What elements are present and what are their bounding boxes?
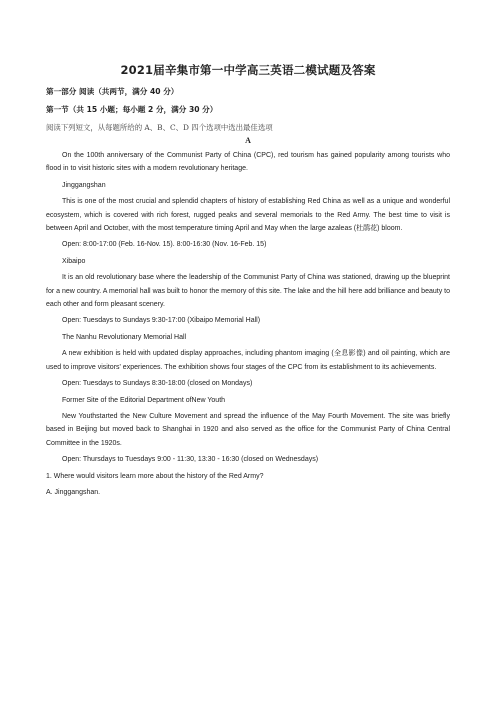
site-desc-new-youth: New Youthstarted the New Culture Movement and spread the influence of the May Fourth Movement. The site was briefly based in Beijing but moved back to Shanghai in 1920 and also served as the office for the Communist Party of China Central Committee in the 1920s. bbox=[46, 412, 450, 447]
question-1-option-a: A. Jinggangshan. bbox=[46, 488, 101, 496]
site-hours-nanhu: Open: Tuesdays to Sundays 8:30-18:00 (closed on Mondays) bbox=[62, 380, 253, 388]
site-name-nanhu: The Nanhu Revolutionary Memorial Hall bbox=[62, 333, 187, 341]
site-hours-xibaipo: Open: Tuesdays to Sundays 9:30-17:00 (Xibaipo Memorial Hall) bbox=[62, 317, 261, 325]
site-desc-nanhu: A new exhibition is held with updated display approaches, including phantom imaging (全息影像) and oil painting, which are used to improve visitors' experiences. The exhibition shows four stages of the CPC from its establishment to its achievements. bbox=[46, 350, 450, 371]
document-title: 2021届辛集市第一中学高三英语二模试题及答案 bbox=[120, 63, 376, 77]
section-heading: 第一节（共 15 小题；每小题 2 分，满分 30 分） bbox=[46, 105, 218, 114]
site-name-jinggangshan: Jinggangshan bbox=[62, 181, 106, 189]
site-hours-jinggangshan: Open: 8:00-17:00 (Feb. 16-Nov. 15). 8:00-16:30 (Nov. 16-Feb. 15) bbox=[62, 241, 267, 249]
passage-intro: On the 100th anniversary of the Communist Party of China (CPC), red tourism has gained popularity among tourists who flood in to visit historic sites with a modern revolutionary heritage. bbox=[46, 152, 450, 173]
instruction-text: 阅读下列短文，从每题所给的 A、B、C、D 四个选项中选出最佳选项 bbox=[46, 123, 273, 132]
site-hours-new-youth: Open: Thursdays to Tuesdays 9:00 - 11:30, 13:30 - 16:30 (closed on Wednesdays) bbox=[62, 456, 319, 464]
site-name-xibaipo: Xibaipo bbox=[62, 257, 86, 265]
site-name-new-youth: Former Site of the Editorial Department ofNew Youth bbox=[62, 396, 226, 404]
part-heading: 第一部分 阅读（共两节，满分 40 分） bbox=[46, 87, 179, 96]
question-1: 1. Where would visitors learn more about the history of the Red Army? bbox=[46, 472, 264, 480]
passage-letter: A bbox=[245, 136, 251, 145]
site-desc-jinggangshan: This is one of the most crucial and splendid chapters of history of establishing Red China as well as a unique and wonderful ecosystem, which is covered with rich forest, rugged peaks and several memorials to the Red Army. The best time to visit is between April and October, with the most temperature timing April and May when the large azaleas (杜鹃花) bloom. bbox=[46, 198, 450, 233]
site-desc-xibaipo: It is an old revolutionary base where the leadership of the Communist Party of China was stationed, drawing up the blueprint for a new country. A memorial hall was built to honor the memory of this site. The lake and the hill here add brilliance and beauty to each other and form pleasant scenery. bbox=[46, 274, 450, 309]
